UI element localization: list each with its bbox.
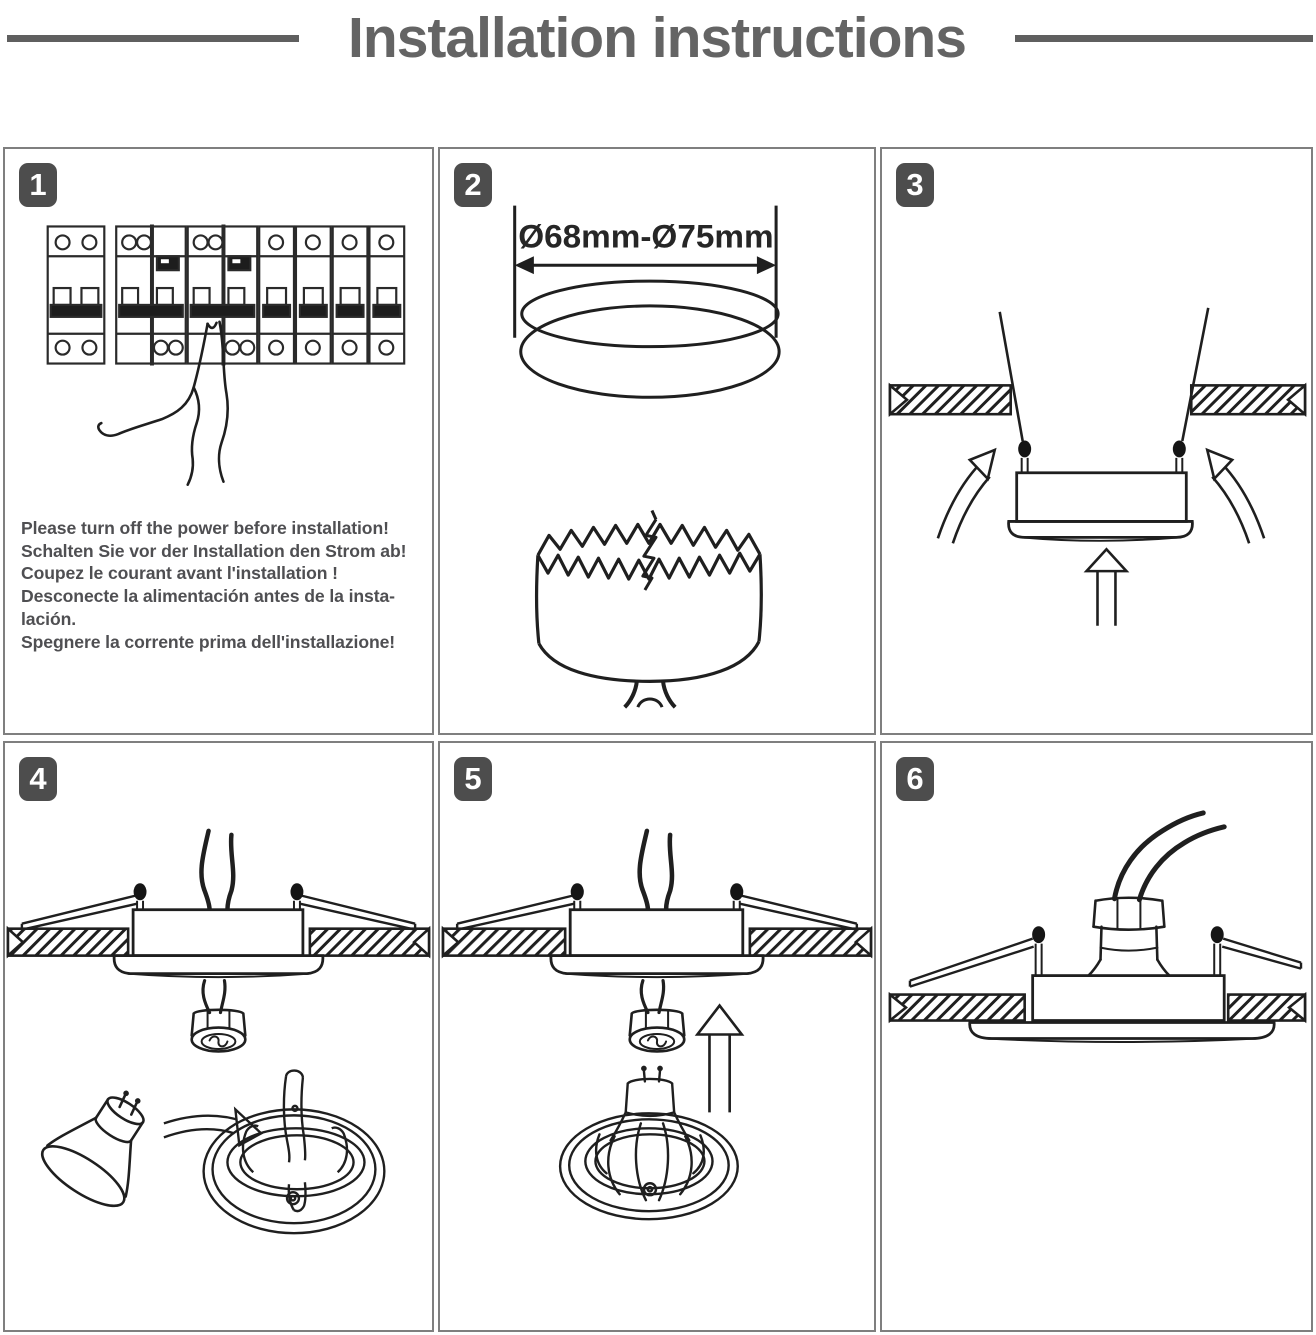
mains-wires [201, 831, 233, 910]
gu10-bulb-icon [34, 1070, 175, 1217]
pointing-hand-icon [98, 322, 227, 485]
step-panel-2 [438, 147, 876, 735]
step-number: 6 [906, 761, 924, 796]
power-off-warning-text [21, 517, 424, 653]
finished-installation-illustration [882, 743, 1311, 1330]
step-panel-5 [438, 741, 876, 1332]
step-number: 3 [906, 167, 924, 202]
step-panel-1 [3, 147, 434, 735]
warning-line-fr: Coupez le courant avant l'installation ! [21, 563, 338, 584]
push-up-arrow-icon [697, 1006, 741, 1113]
title-rule-right [1015, 35, 1313, 42]
page-title: Installation instructions [348, 5, 966, 70]
step-panel-6 [880, 741, 1313, 1332]
title-rule-left [7, 35, 299, 42]
hole-diameter-label: Ø68mm-Ø75mm [518, 218, 774, 256]
breaker-row [48, 224, 404, 365]
bulb-in-mounting-ring [560, 1066, 738, 1220]
gu10-connector [192, 981, 246, 1052]
mounting-ring-bottom-view [204, 1071, 385, 1234]
installed-fixture-cross-section [443, 831, 871, 1052]
hole-saw-icon [536, 511, 761, 708]
gu10-connector [630, 981, 685, 1052]
warning-line-en: Please turn off the power before installation! [21, 518, 389, 538]
header [0, 0, 1316, 76]
step-number: 2 [464, 167, 482, 202]
step-number-badge [454, 163, 492, 207]
step-number-badge [896, 757, 934, 801]
downlight-housing [551, 910, 763, 977]
step-number-badge [896, 163, 934, 207]
warning-line-it: Spegnere la corrente prima dell'installazione! [21, 631, 396, 652]
ceiling-cross-section [890, 385, 1305, 414]
step-number: 5 [464, 761, 482, 796]
warning-line-es-1: Desconecte la alimentación antes de la insta- [21, 586, 395, 607]
downlight-housing [114, 910, 323, 977]
hole-size-and-hole-saw-illustration [440, 149, 874, 733]
single-breaker-modules [259, 226, 404, 363]
step-number: 1 [29, 167, 47, 202]
steps-grid [0, 147, 1316, 1332]
step-number-badge [19, 757, 57, 801]
step-number: 4 [29, 761, 47, 796]
spring-clips [1000, 308, 1209, 473]
connect-bulb-illustration [5, 743, 432, 1330]
ceiling-disc-cutout [521, 281, 779, 397]
mains-wires [640, 831, 672, 910]
mains-wires [1114, 813, 1224, 900]
warning-line-de: Schalten Sie vor der Installation den Strom ab! [21, 540, 407, 561]
step-number-badge [454, 757, 492, 801]
step-number-badge [19, 163, 57, 207]
downlight-housing [1009, 473, 1193, 541]
rotate-up-arrows [938, 450, 1264, 543]
push-up-illustration [440, 743, 874, 1330]
insert-fixture-illustration [882, 149, 1311, 733]
gu10-connector-on-top [1089, 898, 1170, 976]
warning-line-es-2: lación. [21, 608, 77, 629]
push-up-arrow-icon [1087, 549, 1127, 625]
step-panel-4 [3, 741, 434, 1332]
step-panel-3 [880, 147, 1313, 735]
installed-fixture-cross-section [8, 831, 429, 1052]
